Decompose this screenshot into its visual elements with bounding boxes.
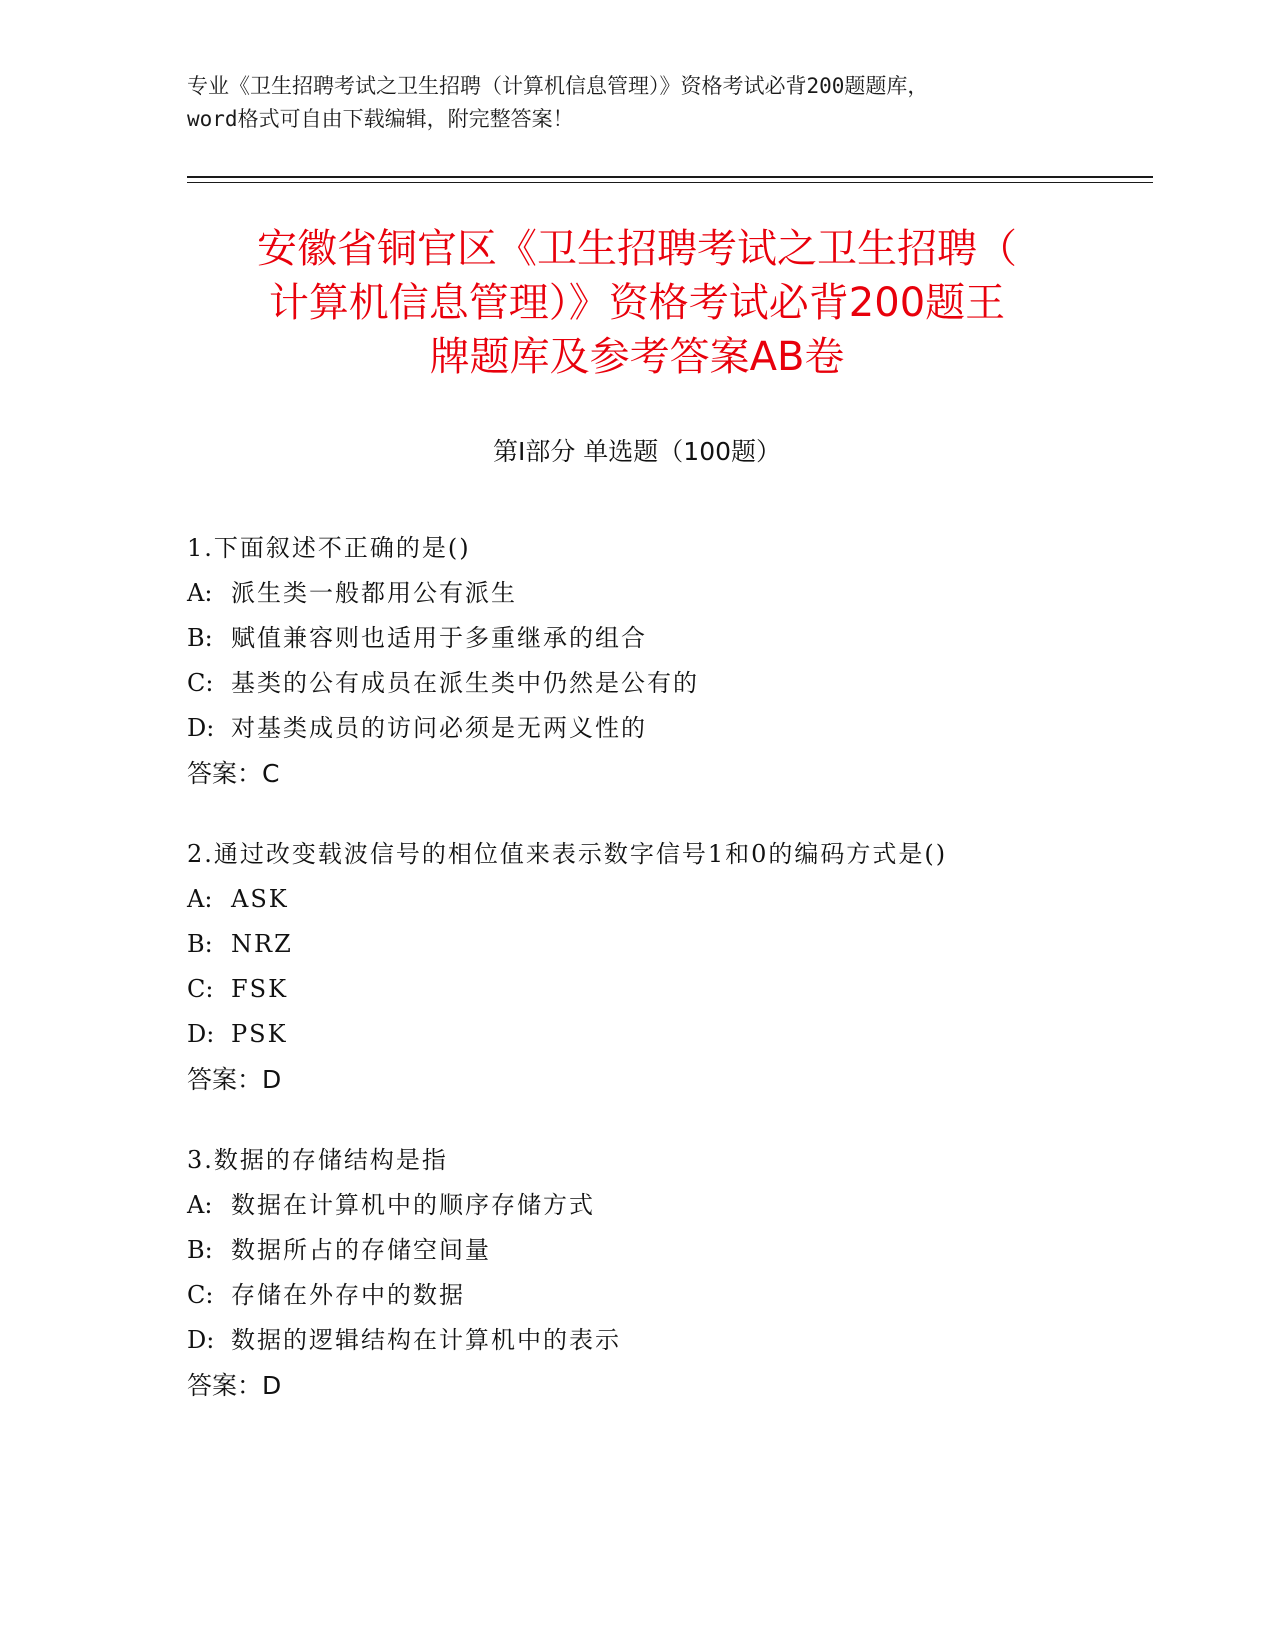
option-text: 数据的逻辑结构在计算机中的表示: [231, 1326, 621, 1354]
option-label: D:: [187, 1326, 215, 1354]
answer: 答案：C: [187, 759, 280, 788]
option-text: 赋值兼容则也适用于多重继承的组合: [231, 624, 647, 652]
option-label: A:: [187, 1191, 213, 1219]
document-title-line-3: 牌题库及参考答案AB卷: [429, 334, 845, 380]
option-text: FSK: [231, 975, 289, 1003]
option-c: [187, 967, 1147, 1012]
option-label: A:: [187, 885, 213, 913]
answer: 答案：D: [187, 1065, 282, 1094]
question-3: [187, 1138, 1147, 1408]
option-label: D:: [187, 1020, 215, 1048]
option-b: [187, 1228, 1147, 1273]
option-text: 对基类成员的访问必须是无两义性的: [231, 714, 647, 742]
option-label: A:: [187, 579, 213, 607]
document-title-line-2: 计算机信息管理）》资格考试必背200题王: [268, 280, 1006, 326]
option-a: [187, 877, 1147, 922]
option-label: B:: [187, 1236, 213, 1264]
section-title: 第I部分 单选题（100题）: [492, 437, 782, 466]
document-title-line-1: 安徽省铜官区《卫生招聘考试之卫生招聘（: [257, 226, 1017, 272]
document-title: [187, 222, 1087, 384]
option-text: NRZ: [231, 930, 293, 958]
header-divider-thick: [187, 176, 1153, 178]
option-text: 存储在外存中的数据: [231, 1281, 465, 1309]
option-text: 基类的公有成员在派生类中仍然是公有的: [231, 669, 699, 697]
option-a: [187, 571, 1147, 616]
answer: 答案：D: [187, 1371, 282, 1400]
header-note-line-1: 专业《卫生招聘考试之卫生招聘（计算机信息管理）》资格考试必背200题题库，: [187, 74, 929, 98]
question-list: [187, 526, 1147, 1444]
option-text: 数据所占的存储空间量: [231, 1236, 491, 1264]
option-d: [187, 1012, 1147, 1057]
question-2: [187, 832, 1147, 1102]
header-divider-thin: [187, 182, 1153, 183]
option-label: C:: [187, 975, 214, 1003]
question-stem: 3.数据的存储结构是指: [187, 1146, 448, 1174]
option-label: B:: [187, 624, 213, 652]
option-label: B:: [187, 930, 213, 958]
header-note-line-2: word格式可自由下载编辑，附完整答案！: [187, 107, 574, 131]
option-c: [187, 661, 1147, 706]
option-d: [187, 706, 1147, 751]
option-label: C:: [187, 669, 214, 697]
option-text: PSK: [231, 1020, 288, 1048]
option-label: D:: [187, 714, 215, 742]
header-note: [187, 70, 1087, 136]
option-b: [187, 922, 1147, 967]
option-c: [187, 1273, 1147, 1318]
option-b: [187, 616, 1147, 661]
question-stem: 1.下面叙述不正确的是(): [187, 534, 471, 562]
question-stem: 2.通过改变载波信号的相位值来表示数字信号1和0的编码方式是(): [187, 840, 948, 868]
option-text: ASK: [231, 885, 289, 913]
option-d: [187, 1318, 1147, 1363]
question-1: [187, 526, 1147, 796]
option-text: 数据在计算机中的顺序存储方式: [231, 1191, 595, 1219]
option-label: C:: [187, 1281, 214, 1309]
option-text: 派生类一般都用公有派生: [231, 579, 517, 607]
option-a: [187, 1183, 1147, 1228]
